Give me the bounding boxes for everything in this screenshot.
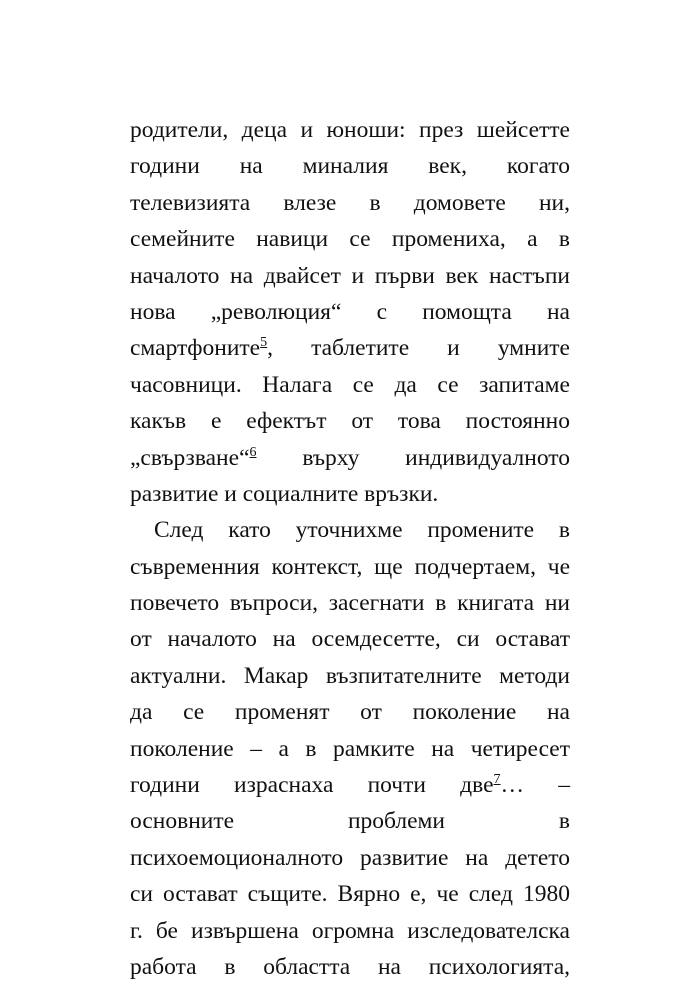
paragraph — [130, 512, 570, 985]
text-line: развитие и социалните връзки. — [130, 480, 439, 507]
line-text: години израснаха почти две — [130, 772, 494, 799]
footnote-ref-5[interactable]: 5 — [260, 335, 268, 351]
text-line: от началото на осемдесетте, си остават — [130, 626, 570, 653]
text-line: работа в областта на психологията, — [130, 953, 570, 980]
paragraph — [130, 112, 570, 512]
text-line: съвременния контекст, ще подчертаем, че — [130, 553, 570, 580]
text-line: актуални. Макар възпитателните методи — [130, 662, 570, 689]
text-line — [130, 330, 570, 366]
text-line: години на миналия век, когато — [130, 153, 570, 180]
text-line: родители, деца и юноши: през шейсетте — [130, 117, 570, 143]
text-line: телевизията влезе в домовете ни, — [130, 189, 570, 216]
text-line: нова „революция“ с помощта на — [130, 298, 570, 325]
text-line: психоемоционалното развитие на детето — [130, 844, 570, 871]
text-line: началото на двайсет и първи век настъпи — [130, 262, 570, 289]
line-text: „свързване“ — [130, 444, 250, 471]
footnote-ref-6[interactable]: 6 — [249, 444, 257, 460]
footnote-ref-7[interactable]: 7 — [493, 772, 501, 788]
text-line: повечето въпроси, засегнати в книгата ни — [130, 590, 570, 617]
text-line: да се променят от поколение на — [130, 699, 570, 726]
line-text: смартфоните — [130, 335, 261, 362]
text-line: какъв е ефектът от това постоянно — [130, 408, 570, 435]
text-line: поколение – а в рамките на четиресет — [130, 735, 570, 762]
line-text: върху индивидуалното — [256, 444, 570, 471]
text-line: След като уточнихме промените в — [154, 517, 570, 544]
line-text: … – — [500, 772, 570, 799]
text-line: основните проблеми в — [130, 808, 570, 835]
text-line: г. бе извършена огромна изследователска — [130, 917, 570, 944]
page-text — [130, 112, 570, 985]
text-line: си остават същите. Вярно е, че след 1980 — [130, 881, 570, 908]
text-line — [130, 440, 570, 476]
text-line — [130, 767, 570, 803]
text-line: семейните навици се промениха, а в — [130, 226, 570, 253]
line-text: , таблетите и умните — [267, 335, 570, 362]
text-line: часовници. Налага се да се запитаме — [130, 371, 570, 398]
